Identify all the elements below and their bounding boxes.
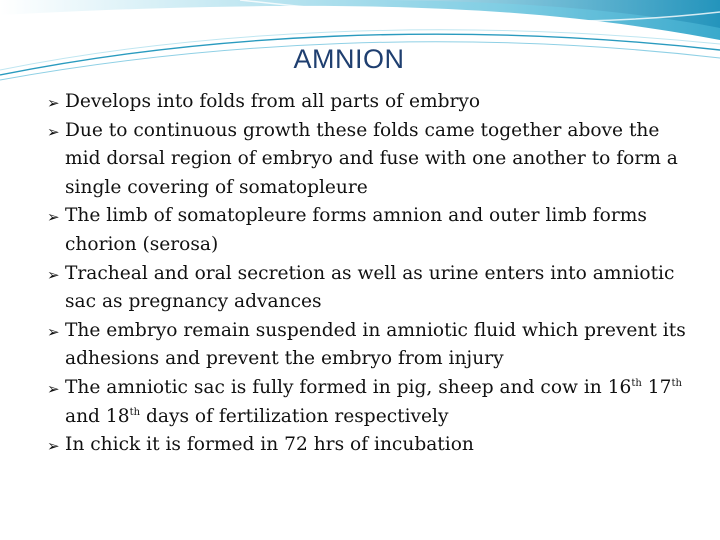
arrow-bullet-icon: ➢ xyxy=(47,379,60,398)
arrow-bullet-icon: ➢ xyxy=(47,94,60,112)
bullet-text: Due to continuous growth these folds came together above the mid dorsal region of embryo and fuse with one another to form a single covering of somatopleure xyxy=(65,119,678,198)
arrow-bullet-icon: ➢ xyxy=(47,122,60,141)
bullet-text: The embryo remain suspended in amniotic fluid which prevent its adhesions and prevent the embryo from injury xyxy=(65,319,686,370)
bullet-item xyxy=(47,88,697,117)
day-value: 17 xyxy=(647,376,672,398)
slide-title xyxy=(0,44,720,75)
ordinal-suffix: th xyxy=(671,377,682,389)
bullet-text: Tracheal and oral secretion as well as urine enters into amniotic sac as pregnancy advances xyxy=(65,262,675,313)
bullet-text: Develops into folds from all parts of embryo xyxy=(65,91,481,112)
slide-title-text: AMNION xyxy=(293,44,405,74)
bullet-text-start: The amniotic sac is fully formed in pig, sheep and cow in xyxy=(65,376,602,398)
bullet-item xyxy=(47,260,697,317)
conjunction: and xyxy=(65,405,100,427)
bullet-item xyxy=(47,431,697,460)
bullet-text: The limb of somatopleure forms amnion and outer limb forms chorion (serosa) xyxy=(65,205,647,255)
ordinal-suffix: th xyxy=(631,377,642,389)
arrow-bullet-icon: ➢ xyxy=(47,437,60,456)
bullet-item xyxy=(47,117,697,203)
day-value: 18 xyxy=(105,405,130,427)
bullet-item xyxy=(47,202,697,259)
day-value: 16 xyxy=(607,376,632,398)
bullet-item xyxy=(47,317,697,374)
bullet-text-end: days of fertilization respectively xyxy=(145,405,449,427)
bullet-list xyxy=(47,88,697,460)
bullet-text: In chick it is formed in 72 hrs of incubation xyxy=(65,434,474,456)
ordinal-suffix: th xyxy=(129,406,141,418)
arrow-bullet-icon: ➢ xyxy=(47,322,60,341)
bullet-item xyxy=(47,374,697,431)
arrow-bullet-icon: ➢ xyxy=(47,265,60,284)
arrow-bullet-icon: ➢ xyxy=(47,208,60,227)
